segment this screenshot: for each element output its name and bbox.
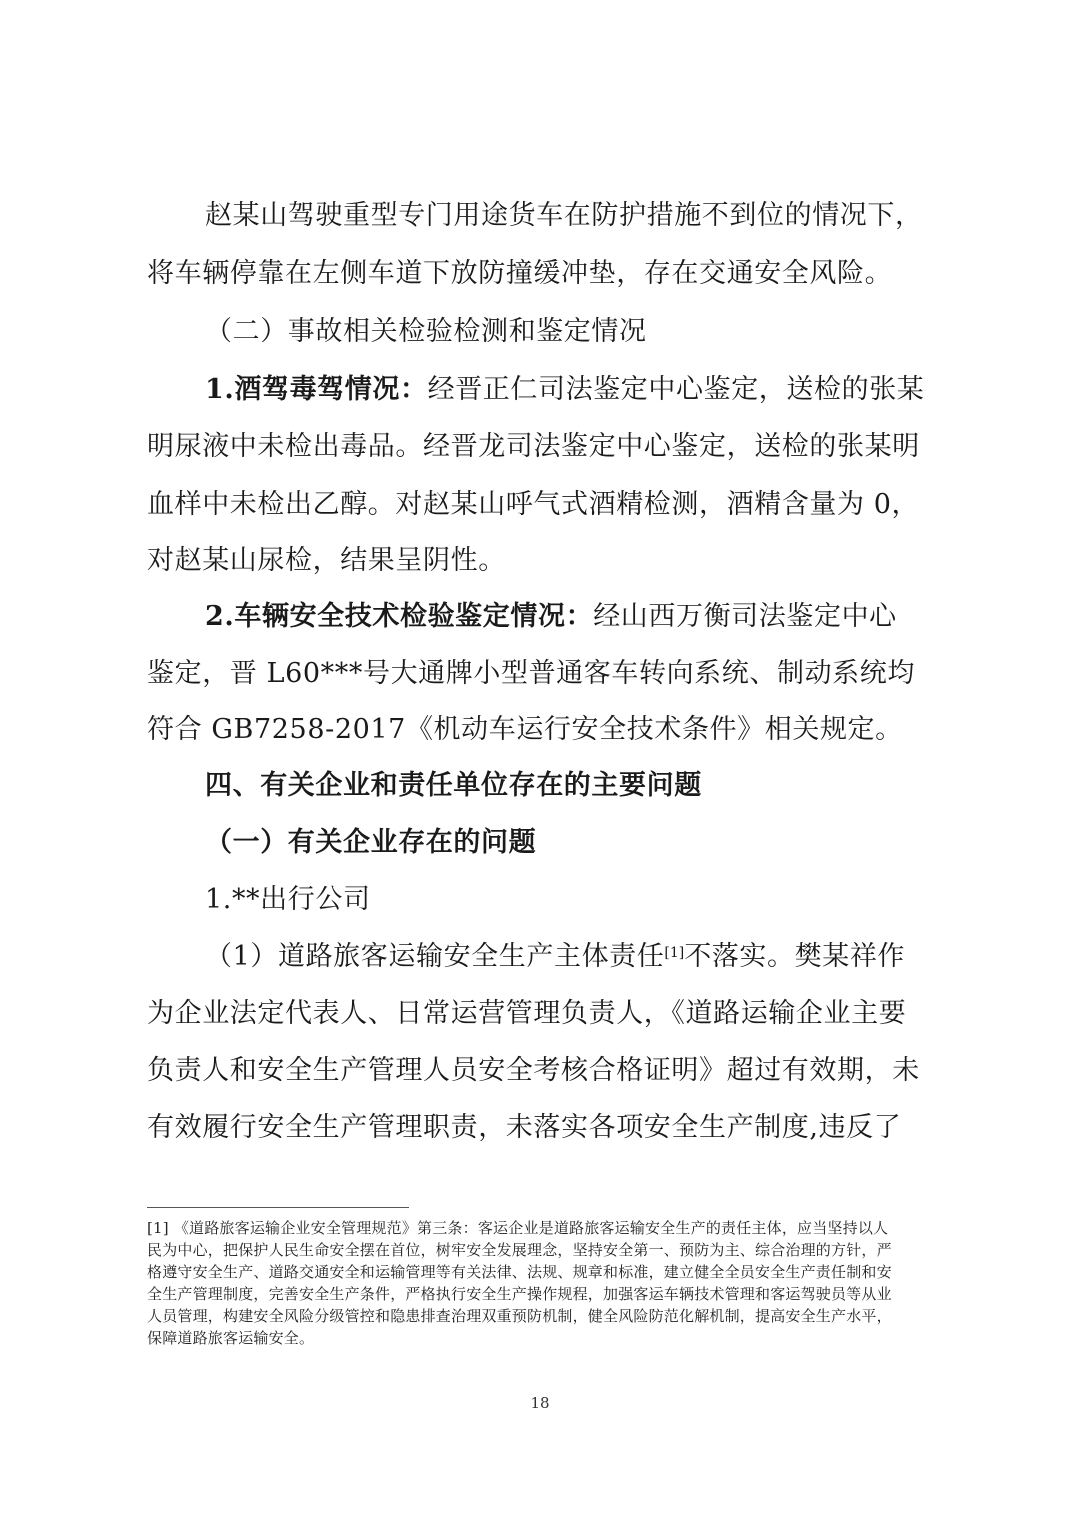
item2-text: 经山西万衡司法鉴定中心 (593, 601, 897, 632)
body-text-line: 有效履行安全生产管理职责，未落实各项安全生产制度,违反了 (147, 1112, 902, 1143)
para-text: 不落实。樊某祥作 (684, 941, 906, 972)
item2-label: 2.车辆安全技术检验鉴定情况： (205, 601, 594, 632)
footnote-line: [1] 《道路旅客运输企业安全管理规范》第三条：客运企业是道路旅客运输安全生产的责任主体，应当坚持以人 (147, 1219, 889, 1237)
item1-text: 经晋正仁司法鉴定中心鉴定，送检的张某 (427, 374, 925, 405)
subheading-inspection: （二）事故相关检验检测和鉴定情况 (205, 316, 647, 347)
body-text-line: 赵某山驾驶重型专门用途货车在防护措施不到位的情况下， (205, 200, 923, 231)
body-text-line: 对赵某山尿检，结果呈阴性。 (147, 545, 506, 576)
subheading-companies: （一）有关企业存在的问题 (205, 827, 537, 858)
body-text-line: 负责人和安全生产管理人员安全考核合格证明》超过有效期，未 (147, 1055, 920, 1086)
footnote-ref[interactable]: [1] (664, 945, 685, 961)
footnote-line: 民为中心，把保护人民生命安全摆在首位，树牢安全发展理念，坚持安全第一、预防为主、综合治理的方针，严 (147, 1241, 892, 1259)
footnote-line: 格遵守安全生产、道路交通安全和运输管理等有关法律、法规、规章和标准，建立健全全员安全生产责任制和安 (147, 1263, 892, 1281)
footnote-line: 保障道路旅客运输安全。 (147, 1329, 315, 1347)
company-heading: 1.**出行公司 (205, 884, 371, 915)
footnote-separator (147, 1207, 409, 1208)
body-text-line: 符合 GB7258-2017《机动车运行安全技术条件》相关规定。 (147, 714, 903, 745)
body-text-line: 为企业法定代表人、日常运营管理负责人，《道路运输企业主要 (147, 998, 907, 1029)
page-number: 18 (530, 1394, 550, 1412)
body-text-line: 将车辆停靠在左侧车道下放防撞缓冲垫，存在交通安全风险。 (147, 258, 893, 289)
para-text: （1）道路旅客运输安全生产主体责任 (205, 941, 665, 972)
para-line (205, 937, 905, 977)
body-text-line: 明尿液中未检出毒品。经晋龙司法鉴定中心鉴定，送检的张某明 (147, 431, 920, 462)
section-heading: 四、有关企业和责任单位存在的主要问题 (205, 770, 702, 801)
item1-label: 1.酒驾毒驾情况： (205, 374, 428, 405)
footnote-line: 全生产管理制度，完善安全生产条件，严格执行安全生产操作规程，加强客运车辆技术管理和客运驾驶员等从业 (147, 1285, 892, 1303)
item1-line (205, 370, 924, 410)
item2-line (205, 597, 897, 637)
body-text-line: 鉴定，晋 L60***号大通牌小型普通客车转向系统、制动系统均 (147, 658, 915, 689)
footnote-line: 人员管理，构建安全风险分级管控和隐患排查治理双重预防机制，健全风险防范化解机制，提高安全生产水平， (147, 1307, 892, 1325)
body-text-line: 血样中未检出乙醇。对赵某山呼气式酒精检测，酒精含量为 0， (147, 489, 920, 520)
